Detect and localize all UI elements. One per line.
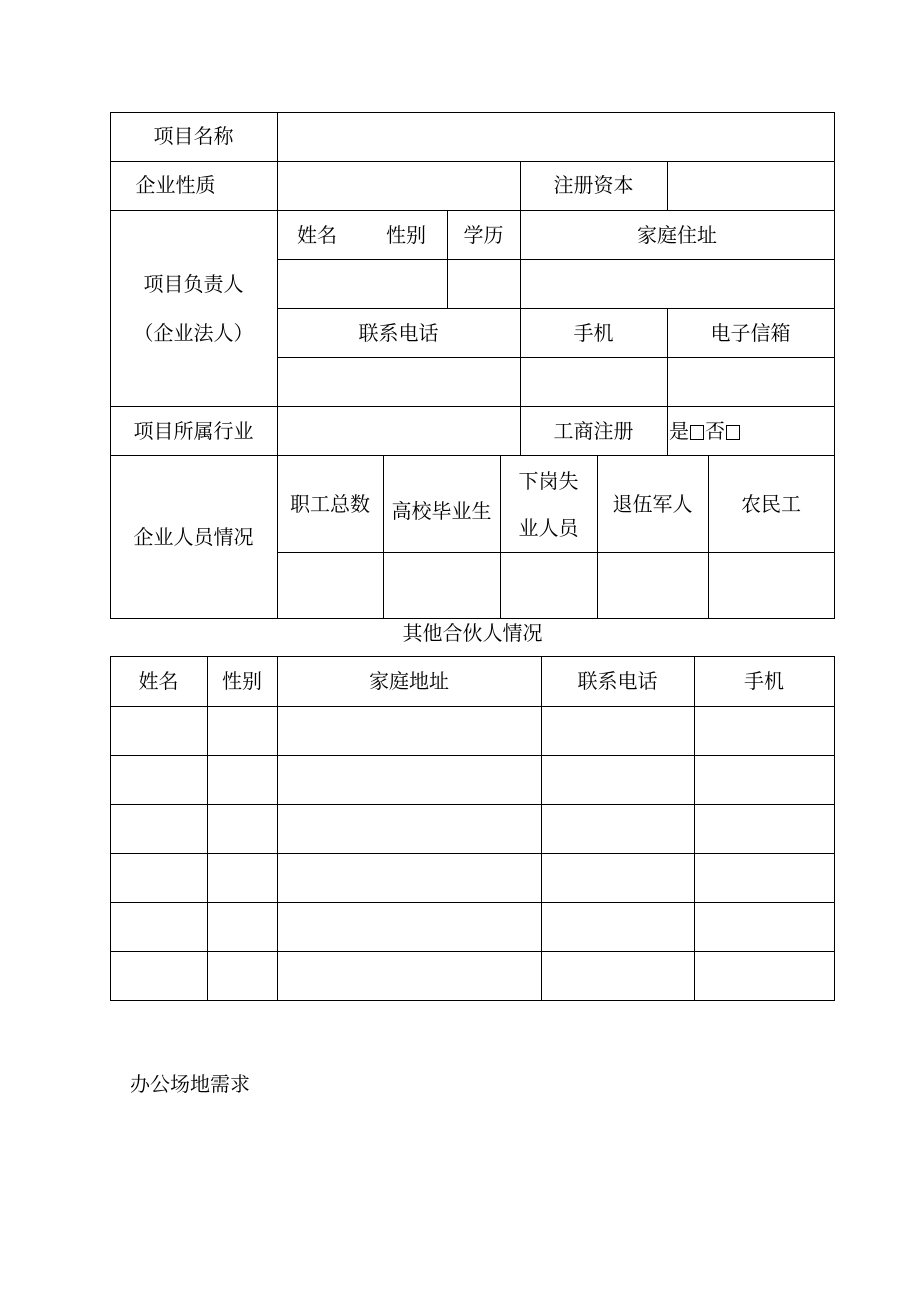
partners-header-gender: 性别 <box>222 669 262 693</box>
table-line <box>110 656 835 657</box>
staff-laid-off-label-line2: 业人员 <box>518 516 579 540</box>
table-line <box>110 853 835 854</box>
table-line <box>597 455 598 618</box>
staff-graduates-label: 高校毕业生 <box>391 499 492 523</box>
leader-gender-label: 性别 <box>386 223 426 247</box>
registration-options <box>669 419 741 443</box>
table-line <box>110 455 835 456</box>
table-line <box>110 951 835 952</box>
business-registration-label: 工商注册 <box>553 419 634 443</box>
partners-header-phone: 联系电话 <box>577 669 658 693</box>
staff-migrant-label: 农民工 <box>741 492 801 516</box>
partners-header-mobile: 手机 <box>744 669 784 693</box>
registered-capital-label: 注册资本 <box>553 173 634 197</box>
table-line <box>110 902 835 903</box>
table-line <box>110 656 111 1001</box>
table-line <box>110 804 835 805</box>
leader-mobile-label: 手机 <box>573 321 614 345</box>
table-line <box>667 406 668 455</box>
leader-address-label: 家庭住址 <box>637 223 717 247</box>
legal-person-label: （企业法人） <box>133 321 254 345</box>
table-line <box>110 706 835 707</box>
leader-education-label: 学历 <box>463 223 504 247</box>
staff-veterans-label: 退伍军人 <box>612 492 693 516</box>
office-need-label: 办公场地需求 <box>130 1072 250 1096</box>
table-line <box>383 455 384 618</box>
table-line <box>110 210 835 211</box>
table-line <box>277 552 835 553</box>
partners-header-name: 姓名 <box>138 669 179 693</box>
reg-no-checkbox[interactable] <box>726 425 740 440</box>
table-line <box>694 656 695 1001</box>
table-line <box>110 618 835 619</box>
table-line <box>277 656 278 1001</box>
table-line <box>277 308 835 309</box>
partners-header-address: 家庭地址 <box>369 669 449 693</box>
staff-situation-label: 企业人员情况 <box>133 525 254 549</box>
table-line <box>277 259 835 260</box>
industry-label: 项目所属行业 <box>133 419 254 443</box>
reg-yes-checkbox[interactable] <box>690 425 704 440</box>
partners-title: 其他合伙人情况 <box>402 621 543 645</box>
staff-total-label: 职工总数 <box>290 492 370 516</box>
table-line <box>541 656 542 1001</box>
table-line <box>277 112 278 619</box>
leader-email-label: 电子信箱 <box>710 321 791 345</box>
leader-phone-label: 联系电话 <box>358 321 439 345</box>
table-line <box>110 406 835 407</box>
staff-laid-off-label-line1: 下岗失 <box>518 469 579 493</box>
enterprise-nature-label: 企业性质 <box>135 173 216 197</box>
project-leader-label: 项目负责人 <box>143 272 244 296</box>
table-line <box>834 112 835 619</box>
table-line <box>110 161 835 162</box>
reg-yes-label: 是 <box>669 419 689 443</box>
table-line <box>667 161 668 210</box>
table-line <box>110 755 835 756</box>
project-name-label: 项目名称 <box>153 124 234 148</box>
table-line <box>110 112 835 113</box>
table-line <box>207 656 208 1001</box>
table-line <box>708 455 709 618</box>
table-line <box>110 1000 835 1001</box>
leader-name-label: 姓名 <box>297 223 337 247</box>
reg-no-label: 否 <box>705 419 725 443</box>
table-line <box>834 656 835 1001</box>
table-line <box>277 357 835 358</box>
